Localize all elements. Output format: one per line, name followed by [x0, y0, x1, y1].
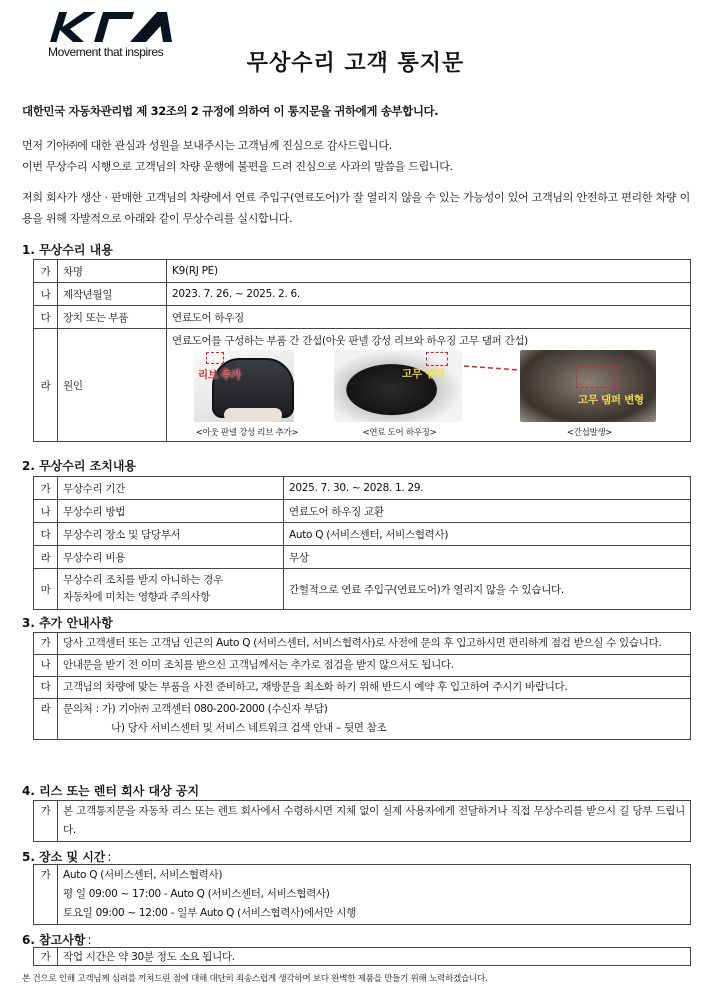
page-title: 무상수리 고객 통지문: [246, 51, 465, 76]
row-label: 가: [34, 865, 58, 925]
row-text: [58, 699, 691, 740]
photo3-caption: <간섭발생>: [566, 428, 613, 438]
section6-title-text: 6. 참고사항: [22, 933, 86, 947]
section3-table: [33, 632, 691, 740]
table-row: [34, 546, 691, 569]
place-line-1: Auto Q (서비스센터, 서비스협력사): [63, 869, 223, 881]
row-label: 나: [34, 283, 58, 306]
section6-title: [22, 931, 92, 948]
damper-highlight: [426, 352, 448, 366]
cause-photos: [172, 348, 685, 440]
row-label: 가: [34, 260, 58, 283]
table-row: [34, 569, 691, 610]
intro-paragraph-2: 저희 회사가 생산 · 판매한 고객님의 차량에서 연료 주입구(연료도어)가 잘 열리지 않을 수 있는 가능성이 있어 고객님의 안전하고 편리한 차량 이용을 위해 자발적으로 아래와 같이 무상수리를 실시합니다.: [22, 191, 690, 225]
table-row: [34, 655, 691, 677]
contact-line-1: 문의처 : 가) 기아㈜ 고객센터 080-200-2000 (수신자 부담): [63, 703, 328, 715]
cause-cell: [167, 329, 691, 442]
row-value: 2023. 7. 26. ~ 2025. 2. 6.: [167, 283, 691, 306]
brand-tagline: Movement that inspires: [48, 45, 164, 59]
row-value: 무상: [284, 546, 691, 569]
intro-line-2: 이번 무상수리 시행으로 고객님의 차량 운행에 불편을 드려 진심으로 사과의 말씀을 드립니다.: [22, 160, 453, 173]
row-value: 연료도어 하우징: [167, 306, 691, 329]
table-row: [34, 500, 691, 523]
table-row: [34, 477, 691, 500]
table-row: [34, 260, 691, 283]
row-label: 가: [34, 948, 58, 966]
photo3-tag: 고무 댐퍼 변형: [578, 394, 644, 406]
row-label: 다: [34, 677, 58, 699]
table-row: [34, 523, 691, 546]
row-label: 라: [34, 699, 58, 740]
row-value: K9(RJ PE): [167, 260, 691, 283]
table-row: [34, 306, 691, 329]
section5-table: [33, 864, 691, 925]
section6-table: [33, 947, 691, 966]
section2-table: [33, 476, 691, 610]
row-text: 작업 시간은 약 30분 정도 소요 됩니다.: [58, 948, 691, 966]
kia-logo: [50, 10, 172, 44]
table-row: [34, 633, 691, 655]
row-label: 마: [34, 569, 58, 610]
section2-title: 2. 무상수리 조치내용: [22, 459, 137, 473]
table-row: [34, 948, 691, 966]
section1-table: [33, 259, 691, 442]
deformation-highlight: [576, 366, 618, 388]
row-name: 원인: [58, 329, 167, 442]
row-name: 무상수리 기간: [58, 477, 284, 500]
row-label: 라: [34, 329, 58, 442]
row-value: 2025. 7. 30. ~ 2028. 1. 29.: [284, 477, 691, 500]
row-value: Auto Q (서비스센터, 서비스협력사): [284, 523, 691, 546]
photo1-tag: 리브 추가: [198, 369, 241, 381]
photo-interference: [520, 350, 656, 422]
row-label: 다: [34, 523, 58, 546]
table-row: [34, 283, 691, 306]
table-row: [34, 865, 691, 925]
row-label: 나: [34, 500, 58, 523]
row-name-line-2: 자동차에 미치는 영향과 주의사항: [63, 591, 210, 603]
cause-headline: 연료도어를 구성하는 부품 간 간섭(아웃 판넬 강성 리브와 하우징 고무 댐퍼 간섭): [172, 335, 528, 347]
row-label: 가: [34, 633, 58, 655]
section3-title: 3. 추가 안내사항: [22, 616, 113, 630]
row-label: 나: [34, 655, 58, 677]
row-name: 제작년월일: [58, 283, 167, 306]
section6-colon: :: [87, 933, 92, 947]
row-name: 장치 또는 부품: [58, 306, 167, 329]
photo2-tag: 고무 댐퍼: [402, 368, 445, 380]
section4-title: 4. 리스 또는 렌터 회사 대상 공지: [22, 784, 200, 798]
row-name: 무상수리 비용: [58, 546, 284, 569]
section5-title: [22, 848, 111, 865]
row-value: 연료도어 하우징 교환: [284, 500, 691, 523]
photo1-caption: <아웃 판넬 강성 리브 추가>: [195, 428, 299, 438]
section4-table: [33, 800, 691, 842]
row-name: 무상수리 장소 및 담당부서: [58, 523, 284, 546]
intro-line-1: 먼저 기아㈜에 대한 관심과 성원을 보내주시는 고객님께 진심으로 감사드립니다.: [22, 139, 392, 152]
intro-paragraph-1: [22, 135, 690, 177]
row-label: 가: [34, 801, 58, 842]
table-row: [34, 699, 691, 740]
photo-rib: [194, 350, 294, 422]
table-row-cause: [34, 329, 691, 442]
law-notice: 대한민국 자동차관리법 제 32조의 2 규정에 의하여 이 통지문을 귀하에게 송부합니다.: [22, 104, 439, 118]
photo-housing: [334, 350, 462, 422]
table-row: [34, 677, 691, 699]
contact-line-2: 나) 당사 서비스센터 및 서비스 네트워크 검색 안내 – 뒷면 참조: [111, 722, 387, 734]
table-row: [34, 801, 691, 842]
row-label: 가: [34, 477, 58, 500]
place-line-3: 토요일 09:00 ~ 12:00 - 일부 Auto Q (서비스협력사)에서만 시행: [63, 907, 357, 919]
row-name-line-1: 무상수리 조치를 받지 아니하는 경우: [63, 574, 223, 586]
row-text: 본 고객통지문을 자동차 리스 또는 렌트 회사에서 수령하시면 지체 없이 실제 사용자에게 전달하거나 직접 무상수리를 받으시 길 당부 드립니다.: [58, 801, 691, 842]
footnote: 본 건으로 인해 고객님께 심려를 끼쳐드린 점에 대해 대단히 죄송스럽게 생각하며 보다 완벽한 제품을 만들기 위해 노력하겠습니다.: [22, 974, 488, 984]
row-text: [58, 865, 691, 925]
row-name: [58, 569, 284, 610]
row-text: 안내문을 받기 전 이미 조치를 받으신 고객님께서는 추가로 점검을 받지 않으셔도 됩니다.: [58, 655, 691, 677]
photo2-caption: <연료 도어 하우징>: [362, 428, 437, 438]
row-text: 고객님의 차량에 맞는 부품을 사전 준비하고, 재방문을 최소화 하기 위해 반드시 예약 후 입고하여 주시기 바랍니다.: [58, 677, 691, 699]
section1-title: 1. 무상수리 내용: [22, 243, 113, 257]
row-label: 다: [34, 306, 58, 329]
row-value: 간헐적으로 연료 주입구(연료도어)가 열리지 않을 수 있습니다.: [284, 569, 691, 610]
row-name: 차명: [58, 260, 167, 283]
section5-title-text: 5. 장소 및 시간: [22, 850, 106, 864]
row-label: 라: [34, 546, 58, 569]
row-name: 무상수리 방법: [58, 500, 284, 523]
rib-highlight: [206, 352, 224, 364]
header: [0, 0, 711, 90]
row-text: 당사 고객센터 또는 고객님 인근의 Auto Q (서비스센터, 서비스협력사)로 사전에 문의 후 입고하시면 편리하게 점검 받으실 수 있습니다.: [58, 633, 691, 655]
section5-colon: :: [107, 850, 112, 864]
place-line-2: 평 일 09:00 ~ 17:00 - Auto Q (서비스센터, 서비스협력사): [63, 888, 330, 900]
